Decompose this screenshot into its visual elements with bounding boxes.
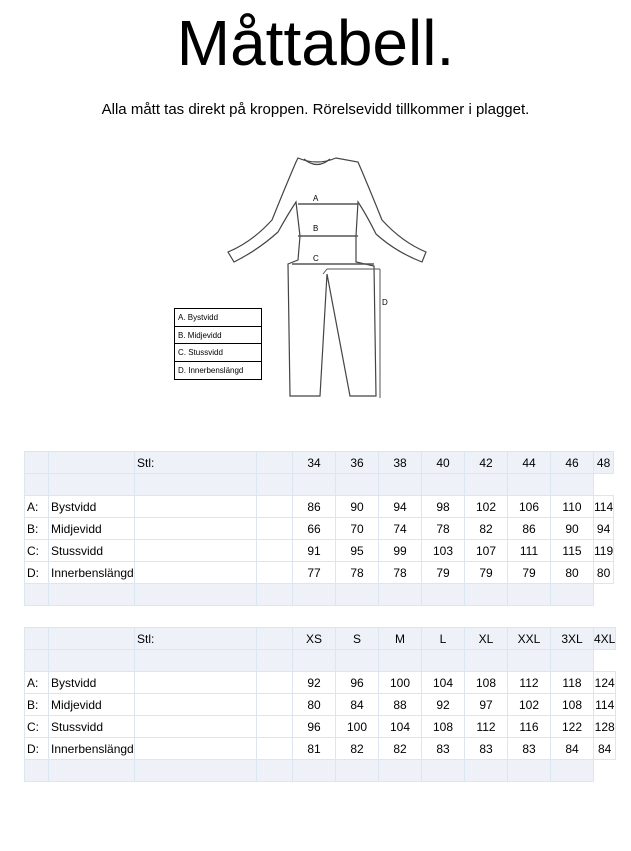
table-spacer-row (25, 760, 616, 782)
size-heading: S (336, 628, 379, 650)
size-table-numeric (24, 451, 614, 606)
table-row: D: Innerbenslängd 81 82 82 83 83 83 84 84 (25, 738, 616, 760)
marker-d: D (382, 298, 388, 307)
size-heading: XS (293, 628, 336, 650)
table-row: B: Midjevidd 66 70 74 78 82 86 90 94 (25, 518, 614, 540)
size-heading: XL (465, 628, 508, 650)
size-label: Stl: (135, 452, 257, 474)
size-heading: 36 (336, 452, 379, 474)
measurement-legend (174, 308, 262, 380)
legend-item: B. Midjevidd (175, 327, 261, 345)
legend-item: C. Stussvidd (175, 344, 261, 362)
size-heading: M (379, 628, 422, 650)
size-heading: 40 (422, 452, 465, 474)
table-row: B: Midjevidd 80 84 88 92 97 102 108 114 (25, 694, 616, 716)
size-heading: 4XL (594, 628, 616, 650)
page-subtitle: Alla mått tas direkt på kroppen. Rörelsevidd tillkommer i plagget. (101, 101, 530, 118)
legend-item: A. Bystvidd (175, 309, 261, 327)
size-heading: 42 (465, 452, 508, 474)
size-heading: 48 (594, 452, 614, 474)
size-heading: L (422, 628, 465, 650)
table-spacer-row (25, 650, 616, 672)
marker-a: A (313, 194, 319, 203)
size-heading: 38 (379, 452, 422, 474)
legend-item: D. Innerbenslängd (178, 365, 244, 375)
size-heading: 34 (293, 452, 336, 474)
size-heading: 3XL (551, 628, 594, 650)
table-spacer-row (25, 474, 614, 496)
table-row: D: Innerbenslängd 77 78 78 79 79 79 80 80 (25, 562, 614, 584)
page-title: Måttabell. (176, 7, 455, 79)
size-heading: 46 (551, 452, 594, 474)
size-table-letter (24, 627, 616, 782)
table-row: C: Stussvidd 91 95 99 103 107 111 115 119 (25, 540, 614, 562)
table-row: C: Stussvidd 96 100 104 108 112 116 122 128 (25, 716, 616, 738)
marker-b: B (313, 224, 319, 233)
table-header-row (25, 628, 616, 650)
size-label: Stl: (135, 628, 257, 650)
table-spacer-row (25, 584, 614, 606)
marker-c: C (313, 254, 319, 263)
table-row: A: Bystvidd 86 90 94 98 102 106 110 114 (25, 496, 614, 518)
table-header-row (25, 452, 614, 474)
table-row: A: Bystvidd 92 96 100 104 108 112 118 124 (25, 672, 616, 694)
size-heading: XXL (508, 628, 551, 650)
size-heading: 44 (508, 452, 551, 474)
